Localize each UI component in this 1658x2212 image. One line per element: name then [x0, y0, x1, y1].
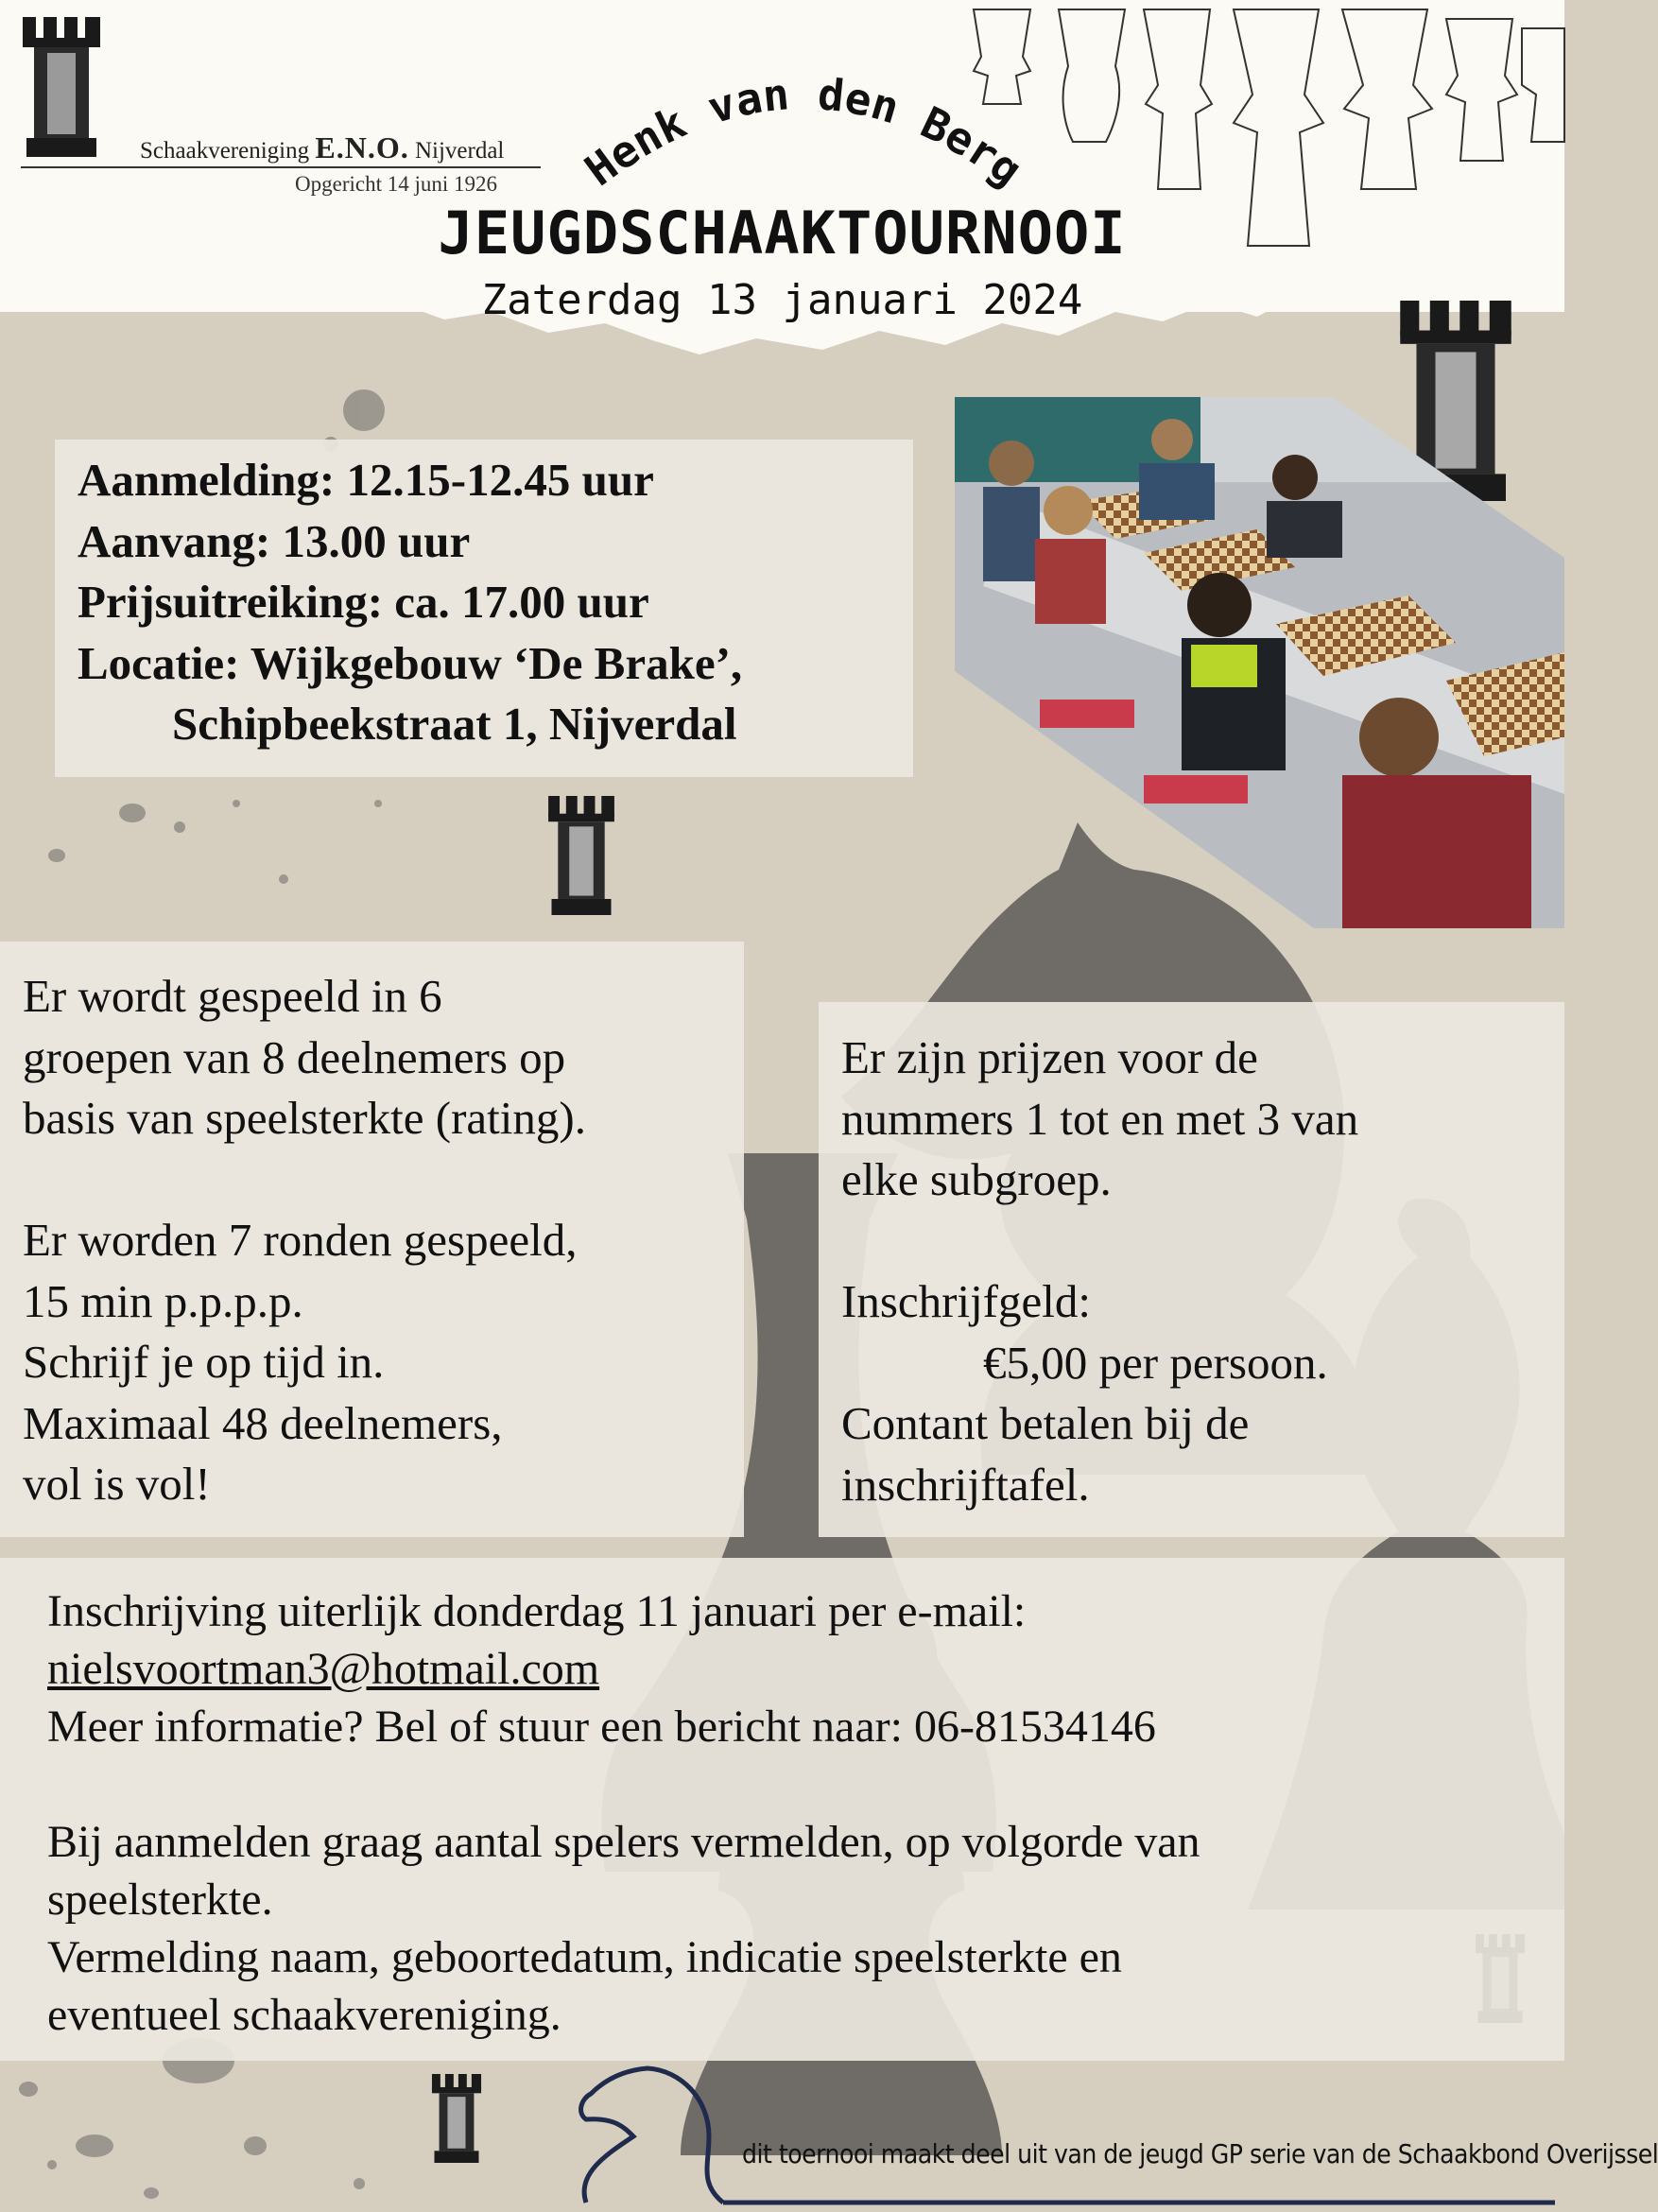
club-city: Nijverdal	[414, 138, 505, 164]
footer-knight-line	[567, 2061, 1564, 2212]
club-prefix: Schaakvereniging	[140, 138, 310, 164]
tournament-photo	[955, 397, 1564, 928]
rules-line: 15 min p.p.p.p.	[23, 1274, 303, 1327]
registration-note: speelsterkte.	[47, 1875, 273, 1925]
schedule-text	[78, 450, 742, 755]
footer-note: dit toernooi maakt deel uit van de jeugd GP serie van de Schaakbond Overijssel	[742, 2138, 1658, 2169]
event-date: Zaterdag 13 januari 2024	[481, 276, 1083, 324]
registration-deadline: Inschrijving uiterlijk donderdag 11 januari per e-mail:	[47, 1586, 1027, 1636]
svg-text:Henk van den Berg	[576, 68, 1031, 196]
rook-icon	[541, 796, 622, 915]
prizes-line: nummers 1 tot en met 3 van	[841, 1092, 1359, 1145]
registration-note: Bij aanmelden graag aantal spelers vermelden, op volgorde van	[47, 1817, 1200, 1867]
entry-fee-amount: €5,00 per persoon.	[983, 1336, 1328, 1389]
payment-line: Contant betalen bij de	[841, 1397, 1250, 1449]
rules-line: groepen van 8 deelnemers op	[23, 1030, 566, 1083]
rook-icon	[21, 17, 102, 157]
rules-line: basis van speelsterkte (rating).	[23, 1092, 586, 1144]
registration-note: Vermelding naam, geboortedatum, indicatie speelsterkte en	[47, 1932, 1122, 1982]
registration-text	[47, 1582, 1200, 2044]
knight-icon	[581, 2068, 723, 2203]
logo-divider	[21, 166, 541, 168]
registration-spacer	[47, 1755, 1200, 1813]
prizes-line: elke subgroep.	[841, 1153, 1112, 1205]
rules-spacer	[23, 1149, 586, 1211]
registration-time: Aanmelding: 12.15-12.45 uur	[78, 454, 654, 506]
registration-note: eventueel schaakvereniging.	[47, 1990, 561, 2040]
payment-line: inschrijftafel.	[841, 1458, 1090, 1511]
rules-line: Er worden 7 ronden gespeeld,	[23, 1214, 578, 1266]
founded-date: Opgericht 14 juni 1926	[295, 172, 497, 196]
email-link[interactable]: nielsvoortman3@hotmail.com	[47, 1644, 600, 1694]
rules-line: vol is vol!	[23, 1458, 211, 1510]
entry-fee-label: Inschrijfgeld:	[841, 1275, 1091, 1327]
prizes-spacer	[841, 1211, 1358, 1272]
phone-info: Meer informatie? Bel of stuur een bericht naar: 06-81534146	[47, 1702, 1156, 1752]
club-abbreviation: E.N.O.	[315, 130, 409, 164]
rules-line: Maximaal 48 deelnemers,	[23, 1396, 503, 1449]
prizes-text	[841, 1028, 1358, 1515]
rules-line: Er wordt gespeeld in 6	[23, 970, 442, 1022]
page-title: JEUGDSCHAAKTOURNOOI	[438, 199, 1127, 268]
rules-line: Schrijf je op tijd in.	[23, 1336, 385, 1388]
location-line-2: Schipbeekstraat 1, Nijverdal	[172, 698, 737, 750]
club-name	[140, 130, 504, 165]
prizes-line: Er zijn prijzen voor de	[841, 1031, 1258, 1083]
start-time: Aanvang: 13.00 uur	[78, 514, 471, 567]
rook-icon	[427, 2074, 486, 2163]
tournament-name: Henk van den Berg	[575, 68, 1032, 197]
rules-text	[23, 966, 586, 1515]
prize-ceremony-time: Prijsuitreiking: ca. 17.00 uur	[78, 576, 649, 628]
location-line-1: Locatie: Wijkgebouw ‘De Brake’,	[78, 636, 743, 689]
